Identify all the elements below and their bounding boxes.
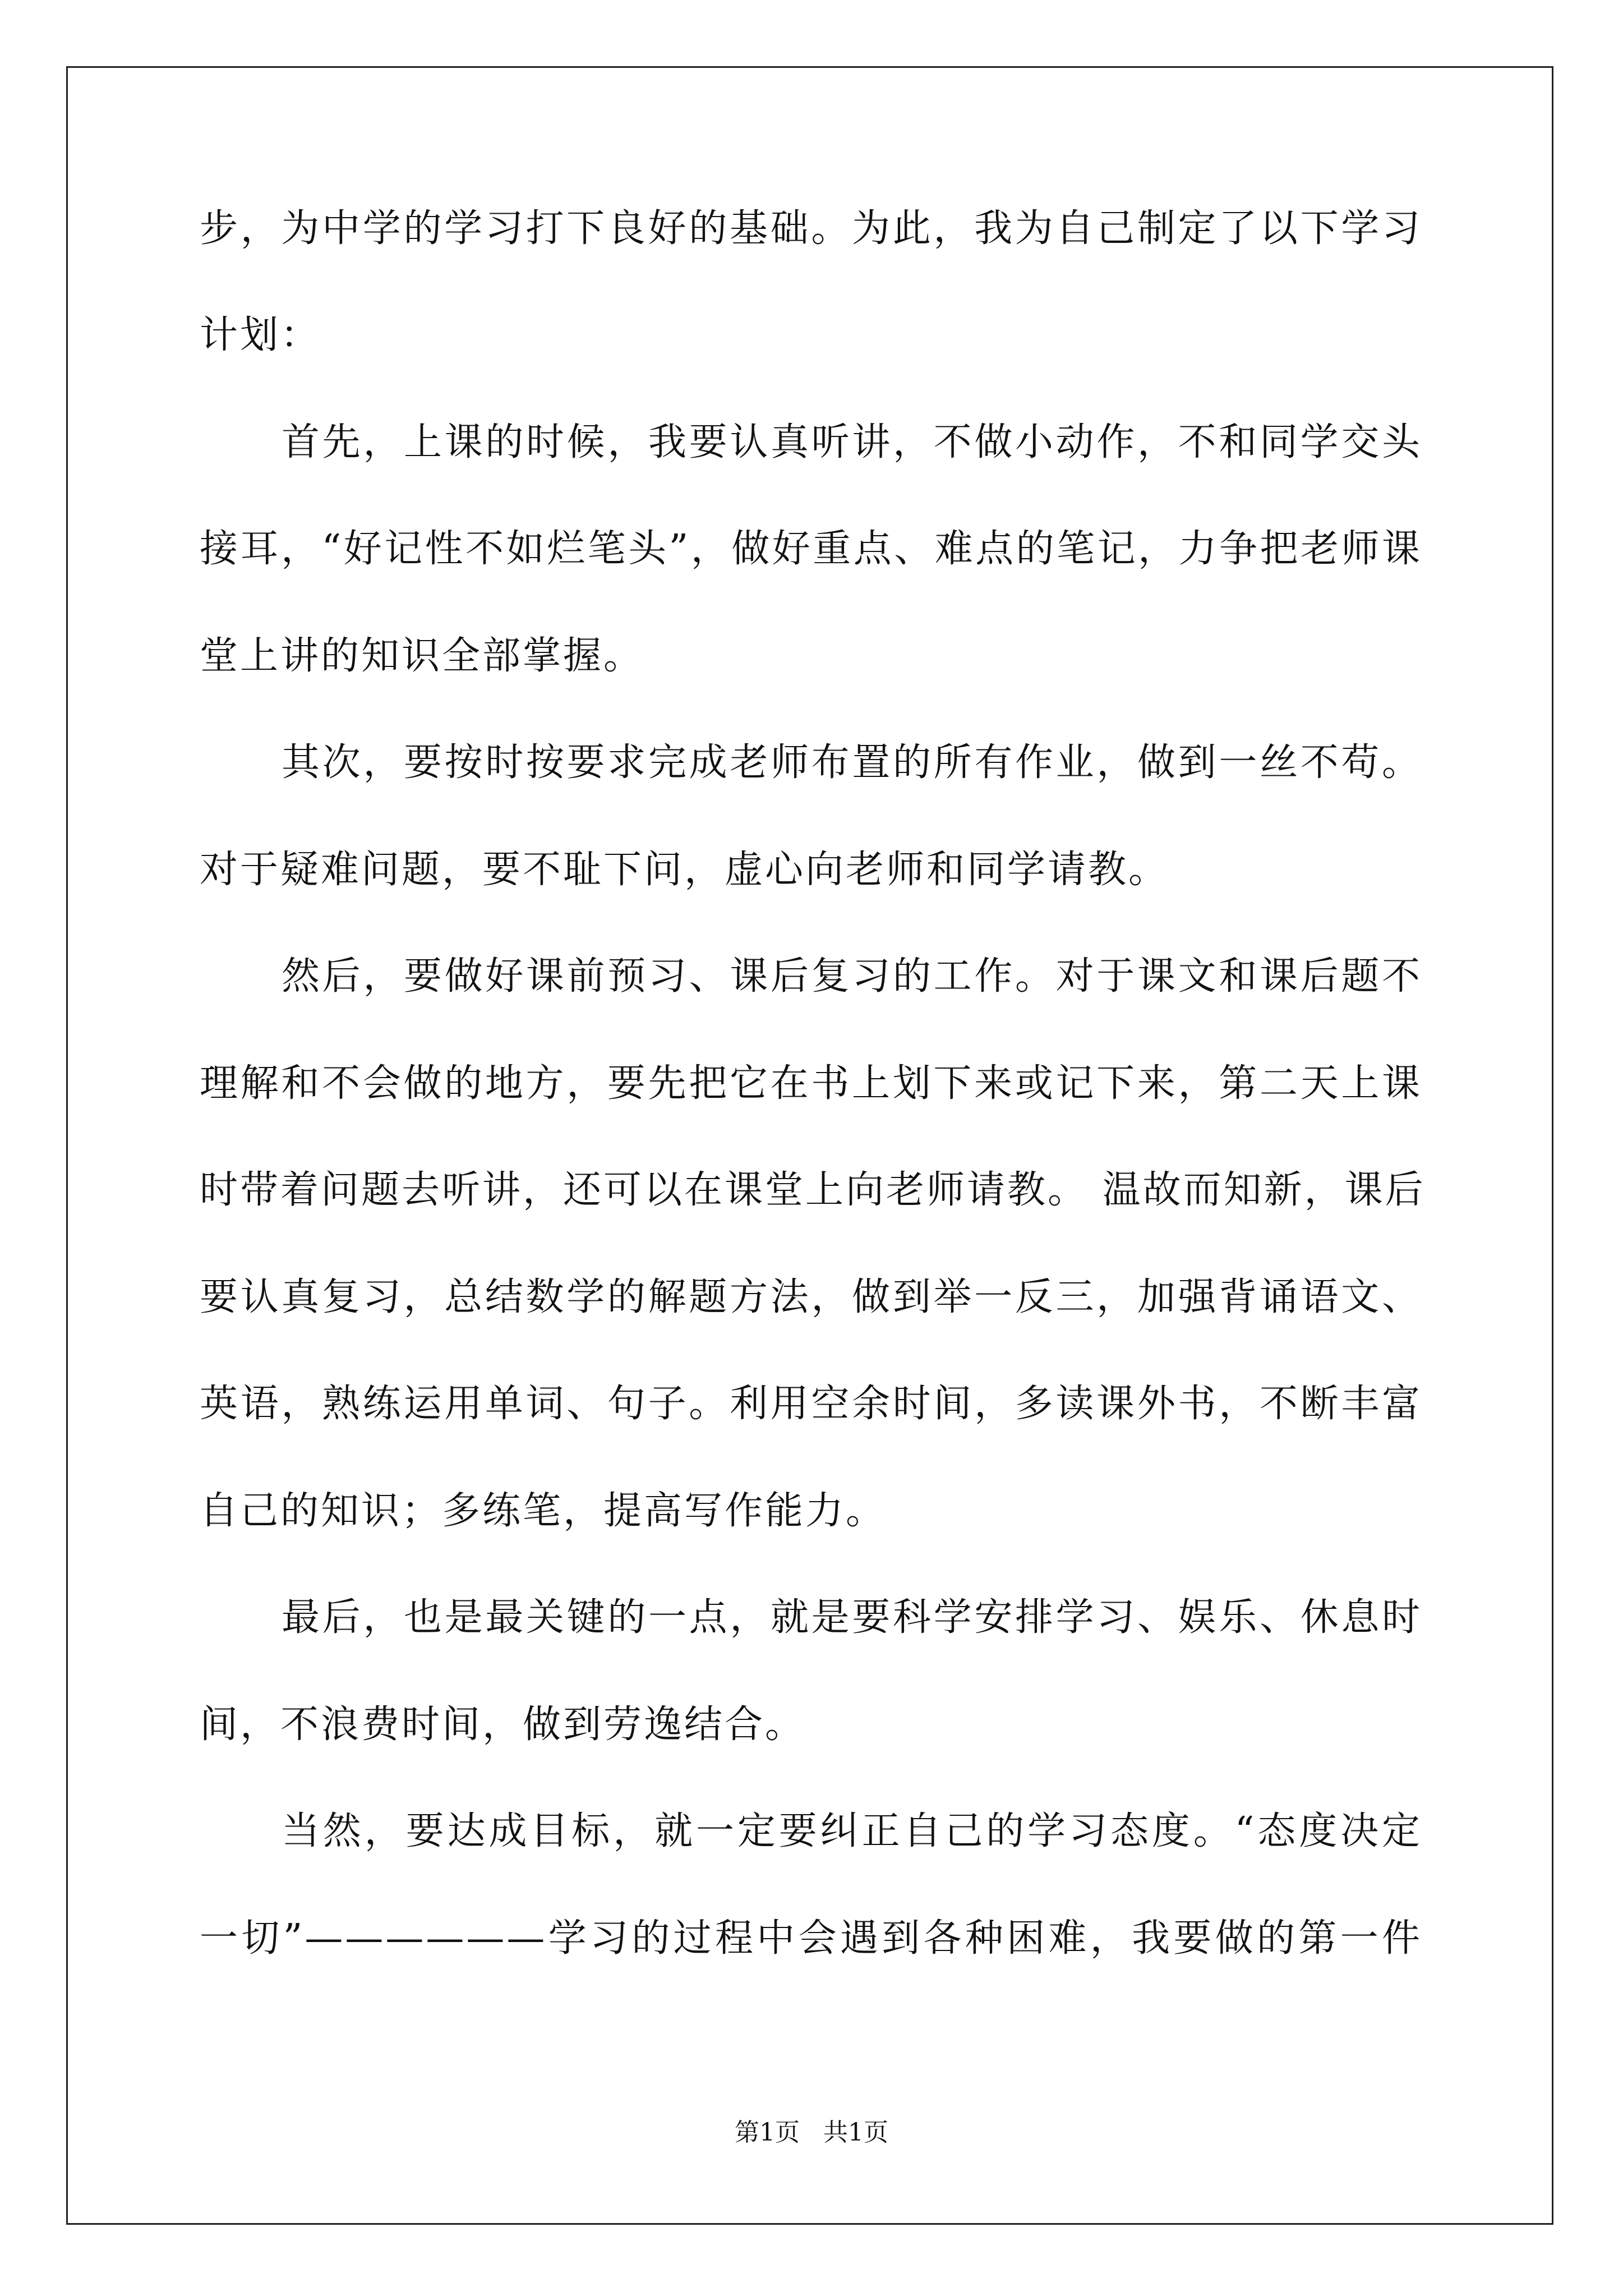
text-line: 计划： (200, 313, 321, 357)
text-line: 堂上讲的知识全部掌握。 (200, 634, 644, 678)
text-line: 接耳，“好记性不如烂笔头”，做好重点、难点的笔记，力争把老师课 (200, 527, 1422, 571)
text-line: 对于疑难问题，要不耻下问，虚心向老师和同学请教。 (200, 848, 1169, 892)
text-line: 英语，熟练运用单词、句子。利用空余时间，多读课外书，不断丰富 (200, 1382, 1422, 1426)
text-line: 然后，要做好课前预习、课后复习的工作。对于课文和课后题不 (282, 954, 1422, 999)
text-line: 间，不浪费时间，做到劳逸结合。 (200, 1703, 806, 1747)
text-line: 步，为中学的学习打下良好的基础。为此，我为自己制定了以下学习 (200, 206, 1422, 251)
text-line: 其次，要按时按要求完成老师布置的所有作业，做到一丝不苟。 (282, 740, 1422, 785)
text-line: 当然，要达成目标，就一定要纠正自己的学习态度。“态度决定 (282, 1809, 1422, 1853)
page-number-current: 第1页 (735, 2118, 800, 2147)
text-line: 最后，也是最关键的一点，就是要科学安排学习、娱乐、休息时 (282, 1595, 1422, 1640)
text-line: 一切”——————学习的过程中会遇到各种困难，我要做的第一件 (200, 1916, 1422, 1961)
text-line: 理解和不会做的地方，要先把它在书上划下来或记下来，第二天上课 (200, 1061, 1422, 1106)
text-line: 首先，上课的时候，我要认真听讲，不做小动作，不和同学交头 (282, 420, 1422, 464)
page-footer (0, 2112, 1623, 2148)
text-line: 自己的知识；多练笔，提高写作能力。 (200, 1489, 887, 1533)
text-line: 要认真复习，总结数学的解题方法，做到举一反三，加强背诵语文、 (200, 1275, 1422, 1319)
text-line: 时带着问题去听讲，还可以在课堂上向老师请教。 温故而知新，课后 (200, 1168, 1426, 1212)
page-number-total: 共1页 (823, 2118, 888, 2147)
page-border (66, 66, 1553, 2225)
